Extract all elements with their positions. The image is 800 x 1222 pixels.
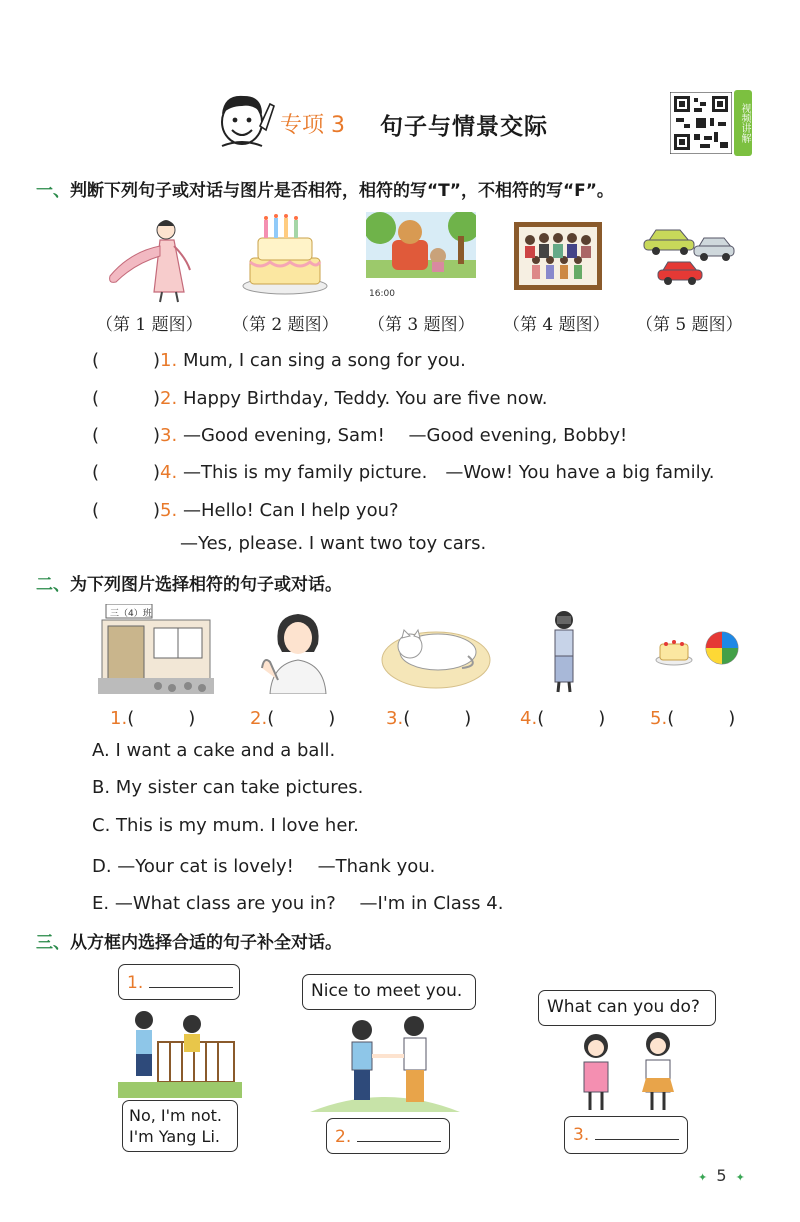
cake-and-ball-picture	[654, 628, 740, 668]
classroom-sign: 三（4）班	[110, 609, 152, 619]
birthday-cake-picture	[240, 212, 330, 296]
section3-heading	[36, 928, 342, 953]
option-e: E. —What class are you in? —I'm in Class 4.	[92, 893, 504, 914]
option-a: A. I want a cake and a ball.	[92, 740, 336, 761]
option-c: C. This is my mum. I love her.	[92, 815, 359, 836]
girl-taking-photo-picture	[544, 606, 584, 694]
qr-code-icon	[670, 92, 732, 154]
answer-blank[interactable]: ( )	[92, 462, 161, 483]
bubble-2-top: Nice to meet you.	[302, 974, 476, 1010]
match-answer-3[interactable]: 3.( )	[386, 708, 472, 729]
toy-cars-picture	[640, 220, 736, 290]
bubble-3-blank[interactable]: 3.	[564, 1116, 688, 1154]
tf-item-5: ( )5. —Hello! Can I help you?	[92, 500, 399, 521]
section2-number: 二、	[36, 575, 70, 595]
section1-number: 一、	[36, 181, 70, 201]
bubble-1-blank[interactable]: 1.	[118, 964, 240, 1000]
scene2-handshake-picture	[310, 1012, 460, 1116]
match-answer-2[interactable]: 2.( )	[250, 708, 336, 729]
tf-item-5-line2: —Yes, please. I want two toy cars.	[180, 533, 487, 554]
star-icon: ✦	[735, 1171, 745, 1184]
section3-instruction: 从方框内选择合适的句子补全对话。	[70, 933, 342, 953]
section1-heading	[36, 176, 614, 201]
caption-2: （第 2 题图）	[232, 315, 339, 335]
section2-heading	[36, 570, 342, 595]
section1-instruction: 判断下列句子或对话与图片是否相符，相符的写“T”，不相符的写“F”。	[70, 181, 614, 201]
family-photo-picture	[514, 222, 602, 290]
caption-1: （第 1 题图）	[96, 315, 203, 335]
page-number: ✦ 5 ✦	[698, 1166, 745, 1185]
blank-line[interactable]	[595, 1123, 679, 1140]
caption-4: （第 4 题图）	[503, 315, 610, 335]
tf-item-2: ( )2. Happy Birthday, Teddy. You are five now.	[92, 388, 548, 409]
answer-blank[interactable]: ( )	[92, 388, 161, 409]
tf-item-4: ( )4. —This is my family picture. —Wow! You have a big family.	[92, 462, 715, 483]
answer-blank[interactable]: ( )	[92, 350, 161, 371]
bubble-2-blank[interactable]: 2.	[326, 1118, 450, 1154]
bubble-1-reply: No, I'm not. I'm Yang Li.	[122, 1100, 238, 1152]
scene1-boys-picture	[118, 1006, 242, 1098]
answer-blank[interactable]: ( )	[92, 500, 161, 521]
sleeping-cat-picture	[380, 616, 492, 690]
star-icon: ✦	[698, 1171, 708, 1184]
section2-instruction: 为下列图片选择相符的句子或对话。	[70, 575, 342, 595]
caption-5: （第 5 题图）	[636, 315, 743, 335]
match-answer-5[interactable]: 5.( )	[650, 708, 736, 729]
qr-side-label: 视频讲解	[734, 90, 752, 156]
caption-3: （第 3 题图）	[368, 315, 475, 335]
blank-line[interactable]	[149, 971, 233, 988]
option-d: D. —Your cat is lovely! —Thank you.	[92, 856, 436, 877]
page-header	[214, 86, 674, 156]
topic-number: 专项 3	[280, 113, 345, 138]
mascot-boy-icon	[214, 86, 278, 154]
topic-title: 句子与情景交际	[380, 114, 548, 140]
mum-portrait-picture	[256, 608, 340, 694]
qr-code-block[interactable]	[670, 90, 752, 156]
blank-line[interactable]	[357, 1125, 441, 1142]
match-answer-1[interactable]: 1.( )	[110, 708, 196, 729]
clock-time-label: 16:00	[369, 289, 395, 299]
option-b: B. My sister can take pictures.	[92, 777, 364, 798]
tf-item-1: ( )1. Mum, I can sing a song for you.	[92, 350, 466, 371]
section3-number: 三、	[36, 933, 70, 953]
dancing-girl-picture	[100, 212, 200, 304]
park-animals-picture	[366, 212, 476, 292]
bubble-3-top: What can you do?	[538, 990, 716, 1026]
scene3-girls-picture	[566, 1028, 694, 1112]
tf-item-3: ( )3. —Good evening, Sam! —Good evening, Bobby!	[92, 425, 628, 446]
answer-blank[interactable]: ( )	[92, 425, 161, 446]
match-answer-4[interactable]: 4.( )	[520, 708, 606, 729]
